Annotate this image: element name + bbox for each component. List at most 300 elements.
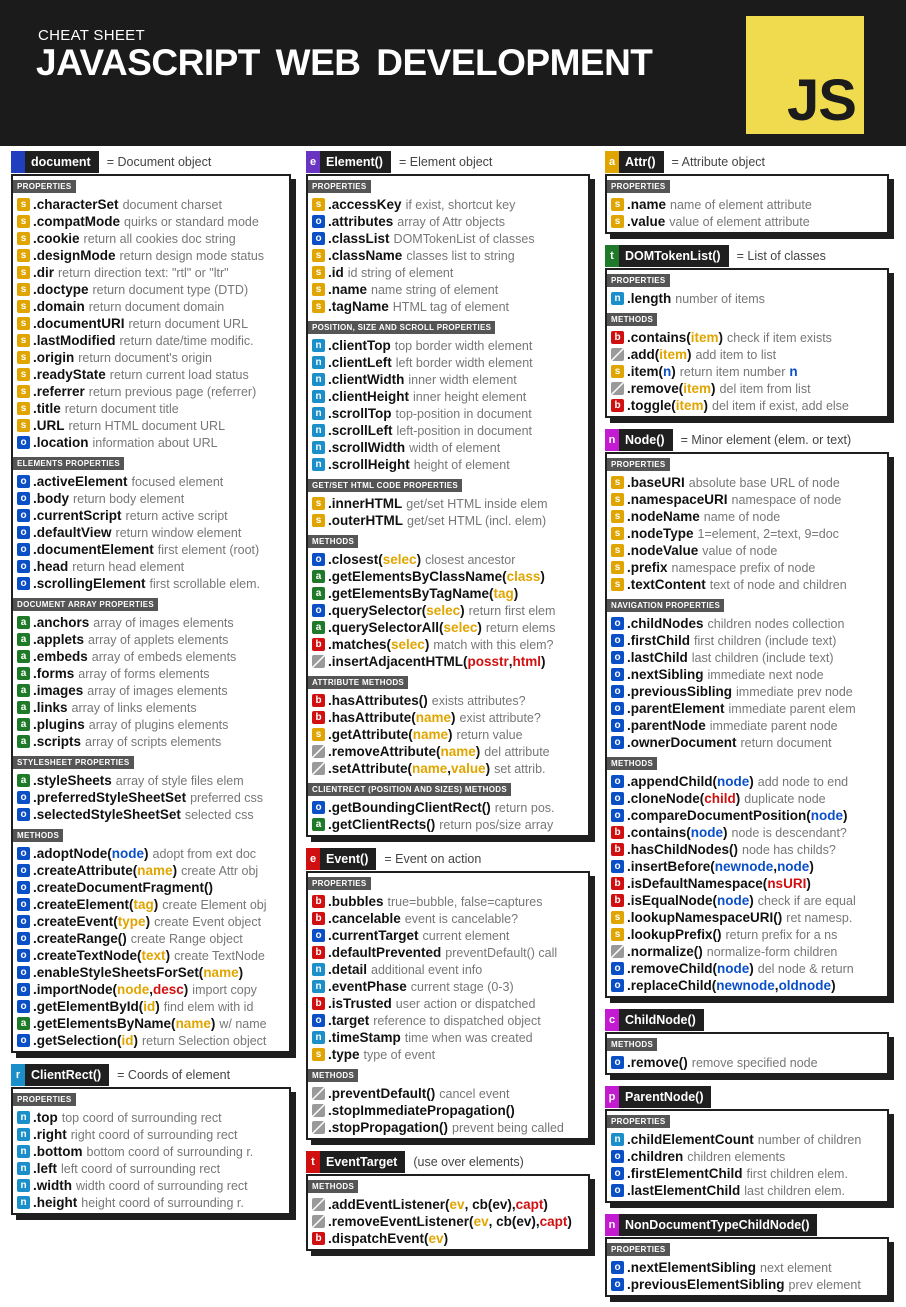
member-row[interactable] — [17, 507, 285, 524]
member-name: .querySelectorAll( — [328, 620, 444, 635]
member-argument: item — [683, 381, 712, 396]
member-list — [308, 690, 588, 779]
member-argument: name — [415, 710, 452, 725]
member-row[interactable] — [312, 354, 584, 371]
member-name: .getBoundingClientRect() — [328, 800, 491, 815]
type-o-icon: o — [611, 1278, 624, 1291]
member-name: .characterSet — [33, 197, 119, 212]
type-a-icon: a — [312, 587, 325, 600]
type-s-icon: s — [611, 198, 624, 211]
member-name: .importNode( — [33, 982, 117, 997]
member-list — [13, 471, 289, 594]
member-row[interactable] — [17, 575, 285, 592]
member-row[interactable] — [17, 1143, 285, 1160]
member-row[interactable] — [17, 247, 285, 264]
member-row[interactable] — [611, 960, 883, 977]
member-description: name of element attribute — [670, 197, 812, 212]
member-description: array of style files elem — [115, 773, 244, 788]
member-argument: node — [690, 825, 724, 840]
member-row[interactable] — [17, 417, 285, 434]
member-row[interactable] — [312, 213, 584, 230]
js-logo — [746, 16, 864, 134]
section-header — [605, 244, 895, 268]
section-header — [11, 1063, 297, 1087]
member-row[interactable] — [611, 542, 883, 559]
member-name: .referrer — [33, 384, 85, 399]
group-label: PROPERTIES — [607, 1115, 670, 1128]
member-row[interactable] — [312, 893, 584, 910]
member-name-close: ) — [443, 1231, 449, 1246]
member-row[interactable] — [17, 473, 285, 490]
header-subtitle: CHEAT SHEET — [38, 27, 145, 44]
type-v-icon — [312, 1104, 325, 1117]
member-name: .baseURI — [627, 475, 685, 490]
member-name: .hasAttribute( — [328, 710, 416, 725]
member-row[interactable] — [312, 653, 584, 670]
member-name: .appendChild( — [627, 774, 717, 789]
section-body — [605, 452, 889, 998]
member-argument: n — [663, 364, 672, 379]
member-row[interactable] — [17, 1177, 285, 1194]
member-row[interactable] — [312, 1012, 584, 1029]
member-row[interactable] — [312, 585, 584, 602]
member-row[interactable] — [611, 892, 883, 909]
member-name: .accessKey — [328, 197, 402, 212]
member-row[interactable] — [312, 281, 584, 298]
member-name: .designMode — [33, 248, 116, 263]
member-row[interactable] — [611, 576, 883, 593]
member-row[interactable] — [312, 388, 584, 405]
member-description: preventDefault() call — [445, 945, 558, 960]
group-label: PROPERTIES — [13, 1093, 76, 1106]
type-a-icon: a — [17, 735, 30, 748]
type-o-icon: o — [17, 808, 30, 821]
section-header — [605, 1008, 895, 1032]
member-row[interactable] — [312, 1046, 584, 1063]
member-row[interactable] — [312, 1230, 584, 1247]
member-argument: capt — [515, 1197, 544, 1212]
member-list — [607, 613, 887, 753]
member-name-close: ) — [155, 999, 160, 1014]
member-row[interactable] — [17, 1015, 285, 1032]
member-row[interactable] — [17, 434, 285, 451]
type-n-icon: n — [312, 424, 325, 437]
member-row[interactable] — [611, 329, 883, 346]
member-row[interactable] — [17, 998, 285, 1015]
member-name: .dir — [33, 265, 55, 280]
member-description: cancel event — [439, 1086, 510, 1101]
type-o-icon: o — [611, 702, 624, 715]
member-row[interactable] — [312, 247, 584, 264]
type-n-icon: n — [312, 963, 325, 976]
type-n-icon: n — [312, 441, 325, 454]
type-a-icon: a — [17, 667, 30, 680]
member-name-close: ) — [749, 774, 754, 789]
member-argument: , cb(ev), — [464, 1197, 516, 1212]
member-row[interactable] — [611, 491, 883, 508]
member-argument: child — [704, 791, 736, 806]
member-row[interactable] — [611, 1054, 883, 1071]
section-title: ChildNode() — [625, 1013, 696, 1027]
member-row[interactable] — [611, 824, 883, 841]
type-o-icon: o — [17, 475, 30, 488]
member-row[interactable] — [312, 709, 584, 726]
member-row[interactable] — [312, 636, 584, 653]
member-row[interactable] — [17, 845, 285, 862]
member-row[interactable] — [611, 683, 883, 700]
member-row[interactable] — [17, 332, 285, 349]
type-a-icon: a — [17, 616, 30, 629]
member-row[interactable] — [611, 1276, 883, 1293]
member-row[interactable] — [17, 772, 285, 789]
member-row[interactable] — [312, 337, 584, 354]
member-description: top coord of surrounding rect — [61, 1110, 222, 1125]
member-argument: item — [659, 347, 688, 362]
member-row[interactable] — [312, 230, 584, 247]
member-name-close: ) — [451, 710, 456, 725]
group-label: METHODS — [308, 1069, 358, 1082]
type-n-icon: n — [312, 407, 325, 420]
member-name: .getClientRects() — [328, 817, 436, 832]
member-row[interactable] — [611, 632, 883, 649]
member-row[interactable] — [611, 977, 883, 994]
member-row[interactable] — [17, 524, 285, 541]
type-v-icon — [312, 1121, 325, 1134]
member-row[interactable] — [611, 649, 883, 666]
type-a-icon: a — [17, 718, 30, 731]
member-row[interactable] — [312, 456, 584, 473]
member-row[interactable] — [312, 1029, 584, 1046]
member-row[interactable] — [17, 298, 285, 315]
member-description: return head element — [72, 559, 185, 574]
type-o-icon: o — [17, 492, 30, 505]
type-b-icon: b — [611, 894, 624, 907]
member-row[interactable] — [17, 913, 285, 930]
type-n-icon: n — [17, 1196, 30, 1209]
member-row[interactable] — [17, 879, 285, 896]
member-row[interactable] — [312, 196, 584, 213]
member-description: immediate prev node — [736, 684, 853, 699]
section-title-badge — [605, 1009, 704, 1031]
member-row[interactable] — [611, 196, 883, 213]
group-label: PROPERTIES — [13, 180, 76, 193]
member-row[interactable] — [611, 1182, 883, 1199]
member-argument: newnode — [716, 978, 775, 993]
member-row[interactable] — [611, 875, 883, 892]
type-s-icon: s — [312, 283, 325, 296]
member-name: .compareDocumentPosition( — [627, 808, 811, 823]
type-s-icon: s — [312, 1048, 325, 1061]
type-v-icon — [312, 1087, 325, 1100]
member-row[interactable] — [312, 1085, 584, 1102]
member-name: .remove( — [627, 381, 684, 396]
member-row[interactable] — [17, 230, 285, 247]
member-description: quirks or standard mode — [124, 214, 259, 229]
member-argument: , — [508, 654, 513, 669]
member-description: 1=element, 2=text, 9=doc — [697, 526, 839, 541]
member-row[interactable] — [17, 1032, 285, 1049]
member-description: time when was created — [404, 1030, 533, 1045]
member-row[interactable] — [17, 383, 285, 400]
member-name-close: ) — [153, 897, 159, 912]
member-row[interactable] — [17, 964, 285, 981]
member-row[interactable] — [17, 862, 285, 879]
member-row[interactable] — [611, 290, 883, 307]
group-label: METHODS — [308, 1180, 358, 1193]
member-name: .embeds — [33, 649, 88, 664]
member-name: .childElementCount — [627, 1132, 754, 1147]
member-row[interactable] — [312, 1213, 584, 1230]
member-description: normalize-form children — [706, 944, 838, 959]
member-name: .head — [33, 559, 69, 574]
member-argument: , cb(ev), — [488, 1214, 540, 1229]
member-row[interactable] — [312, 1102, 584, 1119]
member-name: .dispatchEvent( — [328, 1231, 429, 1246]
member-row[interactable] — [312, 495, 584, 512]
member-list — [607, 771, 887, 996]
member-row[interactable] — [17, 315, 285, 332]
member-row[interactable] — [611, 926, 883, 943]
type-a-icon: a — [17, 650, 30, 663]
group-label: PROPERTIES — [607, 1243, 670, 1256]
member-name: .item( — [627, 364, 664, 379]
member-list — [308, 891, 588, 1065]
member-description: number of items — [675, 291, 765, 306]
member-row[interactable] — [312, 816, 584, 833]
member-row[interactable] — [611, 1165, 883, 1182]
member-row[interactable] — [17, 213, 285, 230]
member-description: value of node — [702, 543, 778, 558]
member-row[interactable] — [611, 1259, 883, 1276]
member-row[interactable] — [17, 400, 285, 417]
type-o-icon: o — [17, 560, 30, 573]
member-row[interactable] — [312, 692, 584, 709]
member-name: .forms — [33, 666, 75, 681]
member-name-close: ) — [543, 1197, 548, 1212]
member-row[interactable] — [312, 602, 584, 619]
member-row[interactable] — [611, 1131, 883, 1148]
member-name: .lookupNamespaceURI() — [627, 910, 783, 925]
type-v-icon — [312, 762, 325, 775]
type-n-icon: n — [17, 1128, 30, 1141]
member-row[interactable] — [312, 551, 584, 568]
member-name: .isEqualNode( — [627, 893, 718, 908]
member-row[interactable] — [312, 298, 584, 315]
member-row[interactable] — [611, 397, 883, 414]
member-row[interactable] — [611, 346, 883, 363]
member-row[interactable] — [17, 281, 285, 298]
section-body — [605, 1237, 889, 1297]
member-row[interactable] — [312, 995, 584, 1012]
member-name: .createElement( — [33, 897, 134, 912]
member-description: create Event object — [154, 914, 262, 929]
member-name-close: ) — [145, 914, 151, 929]
member-row[interactable] — [17, 349, 285, 366]
member-name: .clientTop — [328, 338, 391, 353]
member-row[interactable] — [611, 841, 883, 858]
member-row[interactable] — [17, 716, 285, 733]
section-type-icon: n — [605, 429, 619, 451]
member-description: import copy — [192, 982, 257, 997]
member-row[interactable] — [312, 371, 584, 388]
member-name: .innerHTML — [328, 496, 403, 511]
member-row[interactable] — [611, 790, 883, 807]
member-row[interactable] — [17, 1194, 285, 1211]
member-name: .previousSibling — [627, 684, 733, 699]
member-description: return elems — [485, 620, 556, 635]
type-s-icon: s — [611, 493, 624, 506]
member-description: first children (include text) — [694, 633, 837, 648]
member-row[interactable] — [17, 665, 285, 682]
member-row[interactable] — [17, 733, 285, 750]
member-row[interactable] — [17, 541, 285, 558]
member-name-close: ) — [567, 1214, 572, 1229]
type-o-icon: o — [17, 983, 30, 996]
member-row[interactable] — [611, 858, 883, 875]
member-name-close: ) — [485, 761, 491, 776]
member-row[interactable] — [611, 807, 883, 824]
member-row[interactable] — [17, 1160, 285, 1177]
member-row[interactable] — [312, 439, 584, 456]
member-row[interactable] — [312, 910, 584, 927]
member-row[interactable] — [312, 978, 584, 995]
member-description: w/ name — [219, 1016, 267, 1031]
member-row[interactable] — [17, 558, 285, 575]
member-row[interactable] — [17, 981, 285, 998]
member-name: .createDocumentFragment() — [33, 880, 214, 895]
member-row[interactable] — [17, 1109, 285, 1126]
member-argument: ev — [428, 1231, 444, 1246]
member-description: check if are equal — [757, 893, 856, 908]
member-name: .removeChild( — [627, 961, 718, 976]
member-description: reference to dispatched object — [373, 1013, 541, 1028]
member-name: .add( — [627, 347, 660, 362]
member-row[interactable] — [17, 789, 285, 806]
type-n-icon: n — [17, 1111, 30, 1124]
member-row[interactable] — [17, 366, 285, 383]
member-row[interactable] — [312, 944, 584, 961]
member-row[interactable] — [611, 666, 883, 683]
member-row[interactable] — [17, 490, 285, 507]
type-b-icon: b — [312, 711, 325, 724]
member-row[interactable] — [611, 773, 883, 790]
member-name: .height — [33, 1195, 78, 1210]
type-o-icon: o — [17, 898, 30, 911]
member-row[interactable] — [611, 717, 883, 734]
member-name: .ownerDocument — [627, 735, 737, 750]
member-row[interactable] — [611, 734, 883, 751]
member-description: information about URL — [92, 435, 218, 450]
member-row[interactable] — [611, 1148, 883, 1165]
member-description: namespace prefix of node — [671, 560, 816, 575]
member-list — [13, 194, 289, 453]
member-description: adopt from ext doc — [152, 846, 257, 861]
member-row[interactable] — [312, 743, 584, 760]
member-row[interactable] — [312, 961, 584, 978]
type-s-icon: s — [17, 334, 30, 347]
member-row[interactable] — [17, 947, 285, 964]
group-label: DOCUMENT ARRAY PROPERTIES — [13, 598, 158, 611]
member-description: first children elem. — [746, 1166, 848, 1181]
member-row[interactable] — [17, 896, 285, 913]
type-o-icon: o — [17, 966, 30, 979]
type-s-icon: s — [17, 232, 30, 245]
member-row[interactable] — [611, 700, 883, 717]
member-row[interactable] — [17, 264, 285, 281]
member-argument: class — [506, 569, 541, 584]
member-row[interactable] — [312, 927, 584, 944]
type-o-icon: o — [611, 1184, 624, 1197]
member-row[interactable] — [611, 474, 883, 491]
member-row[interactable] — [611, 525, 883, 542]
member-name: .activeElement — [33, 474, 128, 489]
member-description: width coord of surrounding rect — [76, 1178, 248, 1193]
member-row[interactable] — [17, 648, 285, 665]
member-description: true=bubble, false=captures — [387, 894, 543, 909]
member-row[interactable] — [312, 760, 584, 777]
member-row[interactable] — [312, 512, 584, 529]
member-row[interactable] — [17, 806, 285, 823]
member-description: del item from list — [719, 381, 811, 396]
type-n-icon: n — [312, 390, 325, 403]
member-name: .isDefaultNamespace( — [627, 876, 768, 891]
type-o-icon: o — [312, 1014, 325, 1027]
member-name: .name — [627, 197, 667, 212]
member-row[interactable] — [611, 213, 883, 230]
member-row[interactable] — [17, 699, 285, 716]
section-title: Attr() — [625, 155, 656, 169]
member-description: children elements — [687, 1149, 786, 1164]
group-label: POSITION, SIZE AND SCROLL PROPERTIES — [308, 321, 495, 334]
member-row[interactable] — [611, 380, 883, 397]
member-row[interactable] — [611, 363, 883, 380]
member-row[interactable] — [17, 631, 285, 648]
member-row[interactable] — [312, 568, 584, 585]
member-name-close: ) — [671, 364, 676, 379]
section-body — [306, 174, 590, 837]
member-name: .scrollTop — [328, 406, 392, 421]
member-row[interactable] — [312, 1196, 584, 1213]
member-row[interactable] — [312, 264, 584, 281]
section-header — [605, 1085, 895, 1109]
member-row[interactable] — [611, 943, 883, 960]
member-row[interactable] — [312, 799, 584, 816]
member-name-close: ) — [210, 1016, 216, 1031]
member-row[interactable] — [17, 196, 285, 213]
member-description: classes list to string — [406, 248, 515, 263]
section-title-badge — [11, 1064, 109, 1086]
member-row[interactable] — [312, 726, 584, 743]
member-row[interactable] — [312, 619, 584, 636]
member-row[interactable] — [312, 405, 584, 422]
member-row[interactable] — [611, 615, 883, 632]
type-s-icon: s — [312, 728, 325, 741]
member-row[interactable] — [312, 1119, 584, 1136]
member-argument: value — [451, 761, 486, 776]
member-argument: nsURI — [767, 876, 807, 891]
member-row[interactable] — [312, 422, 584, 439]
member-description: width of element — [409, 440, 501, 455]
member-row[interactable] — [17, 614, 285, 631]
member-row[interactable] — [17, 682, 285, 699]
member-row[interactable] — [611, 559, 883, 576]
member-row[interactable] — [17, 1126, 285, 1143]
member-row[interactable] — [611, 909, 883, 926]
member-list — [607, 1129, 887, 1201]
member-row[interactable] — [611, 508, 883, 525]
member-list — [13, 612, 289, 752]
member-row[interactable] — [17, 930, 285, 947]
